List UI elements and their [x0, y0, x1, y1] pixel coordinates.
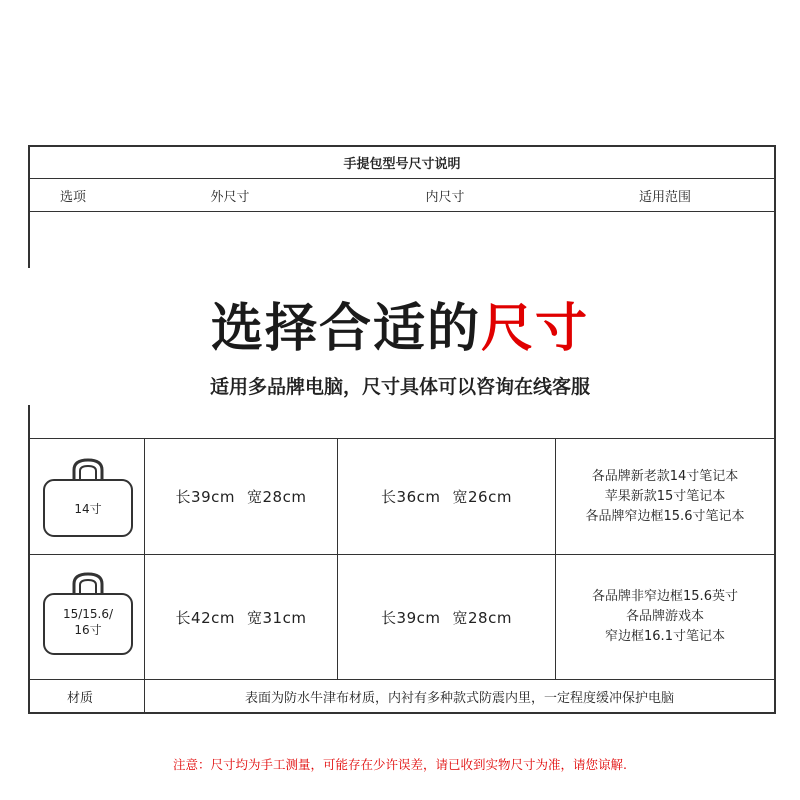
bag-size-label: [44, 598, 132, 646]
usage-line: 各品牌游戏本: [625, 609, 704, 624]
bag-size-label-line2: 16寸: [74, 623, 102, 637]
outer-width: 宽28cm: [247, 488, 307, 506]
inner-width: 宽28cm: [452, 608, 512, 627]
table-border-bottom: [28, 712, 776, 714]
usage-line: 窄边框16.1寸笔记本: [605, 629, 725, 644]
usage-line: 苹果新款15寸笔记本: [604, 488, 726, 504]
usage-line: 各品牌窄边框15.6寸笔记本: [585, 508, 745, 524]
outer-size-cell: [145, 555, 337, 679]
table-border-right: [774, 145, 776, 714]
header-inner-size: 内尺寸: [425, 189, 465, 205]
header-option: 选项: [59, 189, 86, 205]
outer-length: 长42cm: [175, 608, 235, 627]
usage-cell: [556, 555, 774, 679]
header-outer-size: 外尺寸: [210, 189, 250, 205]
outer-size-cell: [145, 439, 337, 554]
header-usage: 适用范围: [638, 189, 691, 205]
bag-size-label: 14寸: [74, 502, 102, 516]
usage-line: 各品牌新老款14寸笔记本: [591, 468, 739, 484]
outer-width: 宽31cm: [247, 608, 307, 627]
usage-cell: [556, 439, 774, 554]
table-title: 手提包型号尺寸说明: [343, 157, 461, 172]
inner-size-cell: [338, 439, 555, 554]
rule-below-header: [28, 211, 776, 212]
table-border-left-lower: [28, 405, 30, 714]
inner-width: 宽26cm: [452, 488, 512, 506]
headline-highlight: 尺寸: [481, 299, 590, 359]
measurement-note: 注意：尺寸均为手工测量，可能存在少许误差，请已收到实物尺寸为准，请您谅解.: [173, 757, 627, 772]
inner-size-cell: [338, 555, 555, 679]
headline-text: 选择合适的: [210, 299, 481, 359]
usage-line: 各品牌非窄边框15.6英寸: [592, 589, 738, 604]
material-description: 表面为防水牛津布材质，内衬有多种款式防震内里，一定程度缓冲保护电脑: [244, 690, 674, 706]
banner-subline: 适用多品牌电脑，尺寸具体可以咨询在线客服: [209, 376, 590, 398]
outer-length: 长39cm: [175, 488, 235, 506]
inner-length: 长39cm: [381, 608, 441, 627]
inner-length: 长36cm: [381, 488, 441, 506]
material-label: 材质: [66, 690, 93, 706]
bag-size-label-line1: 15/15.6/: [62, 607, 114, 621]
banner-headline: [0, 286, 800, 361]
